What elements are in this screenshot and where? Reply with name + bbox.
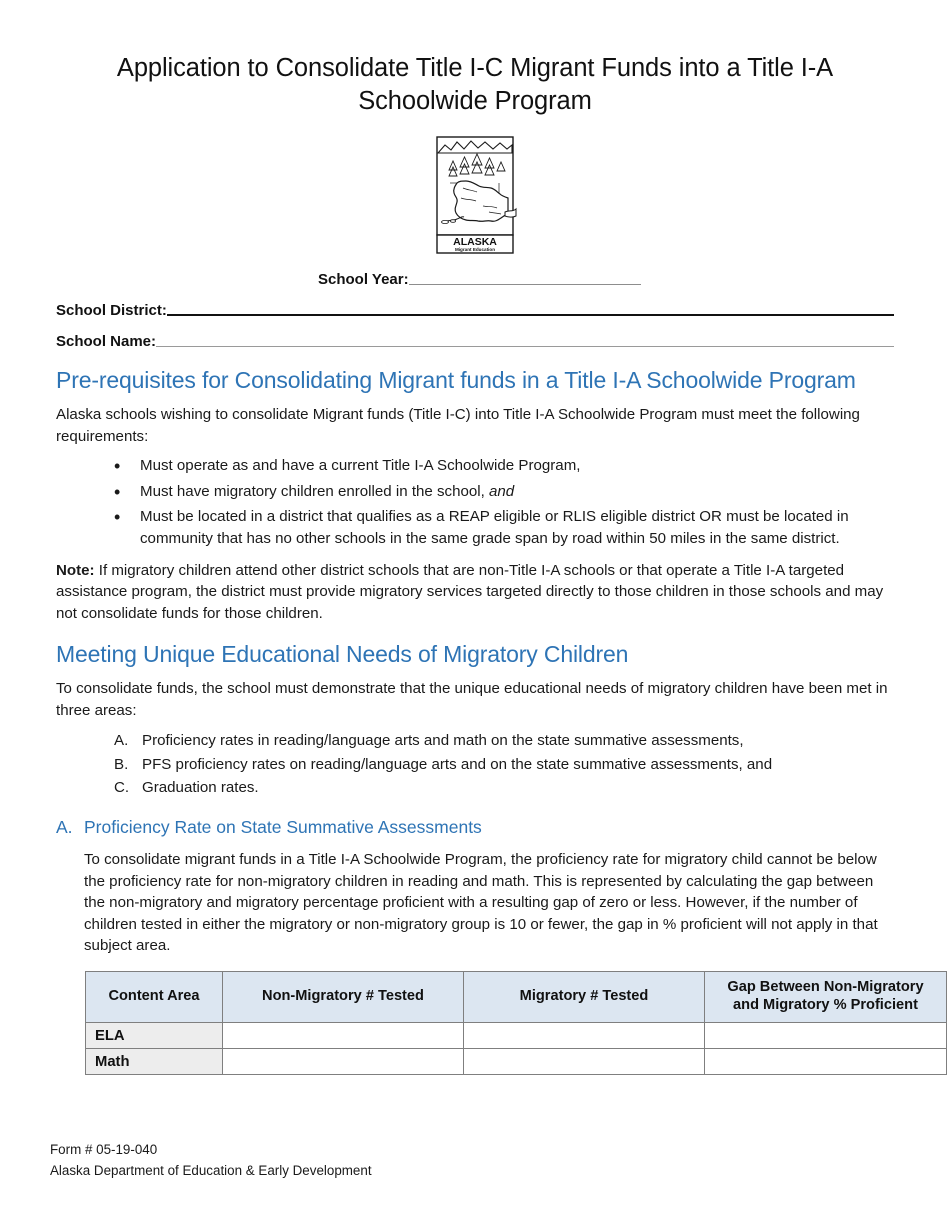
note-label: Note: xyxy=(56,561,95,579)
list-item: Graduation rates. xyxy=(142,778,259,796)
note-text: If migratory children attend other district schools that are non-Title I-A schools or that operate a Title I-A targeted assistance program, the district must provide migratory services targeted directly to those children in those schools and may not consolidate funds for those children. xyxy=(56,561,884,622)
bullet-text: Must have migratory children enrolled in the school, xyxy=(140,482,490,500)
gap-header-line-1: Gap Between Non-Migratory xyxy=(727,979,924,996)
school-year-input[interactable] xyxy=(409,284,641,285)
heading-letter: A. xyxy=(56,817,73,838)
school-name-label: School Name: xyxy=(56,333,157,351)
table-header xyxy=(86,972,947,1023)
heading-prerequisites: Pre-requisites for Consolidating Migrant funds in a Title I-A Schoolwide Program xyxy=(56,367,856,394)
page-footer xyxy=(50,1139,372,1182)
school-year-label: School Year: xyxy=(318,271,409,289)
school-name-row xyxy=(56,333,894,350)
cell-ela-gap[interactable] xyxy=(705,1023,947,1049)
table-header-row xyxy=(86,972,947,1023)
logo-container xyxy=(56,136,894,254)
list-item xyxy=(114,455,894,477)
column-header-content-area: Content Area xyxy=(86,972,223,1023)
list-item xyxy=(114,481,894,503)
alaska-migrant-education-logo xyxy=(433,136,517,254)
cell-math-non-migratory[interactable] xyxy=(223,1049,464,1075)
page-title: Application to Consolidate Title I-C Migrant Funds into a Title I-A Schoolwide Program xyxy=(116,54,834,116)
list-item: PFS proficiency rates on reading/language arts and on the state summative assessments, and xyxy=(142,755,773,773)
school-name-input[interactable] xyxy=(156,346,894,347)
list-item: Proficiency rates in reading/language arts and math on the state summative assessments, xyxy=(142,732,744,750)
unique-needs-intro: To consolidate funds, the school must demonstrate that the unique educational needs of migratory children have been met in three areas: xyxy=(56,679,888,719)
column-header-non-migratory-tested: Non-Migratory # Tested xyxy=(223,972,464,1023)
school-year-row xyxy=(56,271,894,288)
logo-primary-text: ALASKA xyxy=(453,236,497,249)
prerequisites-bullet-list xyxy=(56,455,894,549)
form-fields xyxy=(56,271,894,350)
unique-needs-alpha-list xyxy=(56,730,894,798)
bullet-text: Must operate as and have a current Title I-A Schoolwide Program, xyxy=(140,457,581,475)
table-body xyxy=(86,1023,947,1075)
footer-form-number: Form # 05-19-040 xyxy=(50,1141,158,1157)
cell-math-migratory[interactable] xyxy=(464,1049,705,1075)
school-district-row xyxy=(56,302,894,319)
prerequisites-note xyxy=(56,560,894,625)
footer-agency: Alaska Department of Education & Early Development xyxy=(50,1163,372,1179)
cell-ela-migratory[interactable] xyxy=(464,1023,705,1049)
logo-secondary-text: Migrant Education xyxy=(454,247,496,253)
cell-math-gap[interactable] xyxy=(705,1049,947,1075)
gap-header-line-2: and Migratory % Proficient xyxy=(733,997,918,1014)
table-row xyxy=(86,1049,947,1075)
heading-unique-needs: Meeting Unique Educational Needs of Migratory Children xyxy=(56,641,629,668)
school-district-label: School District: xyxy=(56,302,167,320)
proficiency-rate-paragraph: To consolidate migrant funds in a Title I-A Schoolwide Program, the proficiency rate for migratory child cannot be below the proficiency rate for non-migratory children in reading and math. This is represented by calculating the gap between the non-migratory and migratory percentage proficient with a resulting gap of zero or less. However, if the number of children tested in either the migratory or non-migratory group is 10 or fewer, the gap in % proficient will not apply in that subject area. xyxy=(84,851,878,955)
row-label-ela: ELA xyxy=(86,1023,223,1049)
gap-table xyxy=(85,971,947,1075)
heading-text: Proficiency Rate on State Summative Assessments xyxy=(84,817,482,838)
prerequisites-intro: Alaska schools wishing to consolidate Migrant funds (Title I-C) into Title I-A Schoolwide Program must meet the following requirements: xyxy=(56,406,860,445)
bullet-text: Must be located in a district that qualifies as a REAP eligible or RLIS eligible district OR must be located in community that has no other schools in the same grade span by road within 50 miles in the same district. xyxy=(140,508,849,547)
column-header-gap xyxy=(705,972,947,1023)
row-label-math: Math xyxy=(86,1049,223,1075)
heading-proficiency-rate xyxy=(56,816,894,839)
column-header-migratory-tested: Migratory # Tested xyxy=(464,972,705,1023)
list-item xyxy=(114,506,894,549)
cell-ela-non-migratory[interactable] xyxy=(223,1023,464,1049)
table-row xyxy=(86,1023,947,1049)
school-district-input[interactable] xyxy=(167,314,894,316)
bullet-text-italic: and xyxy=(489,482,515,500)
gap-table-container xyxy=(56,971,924,1075)
